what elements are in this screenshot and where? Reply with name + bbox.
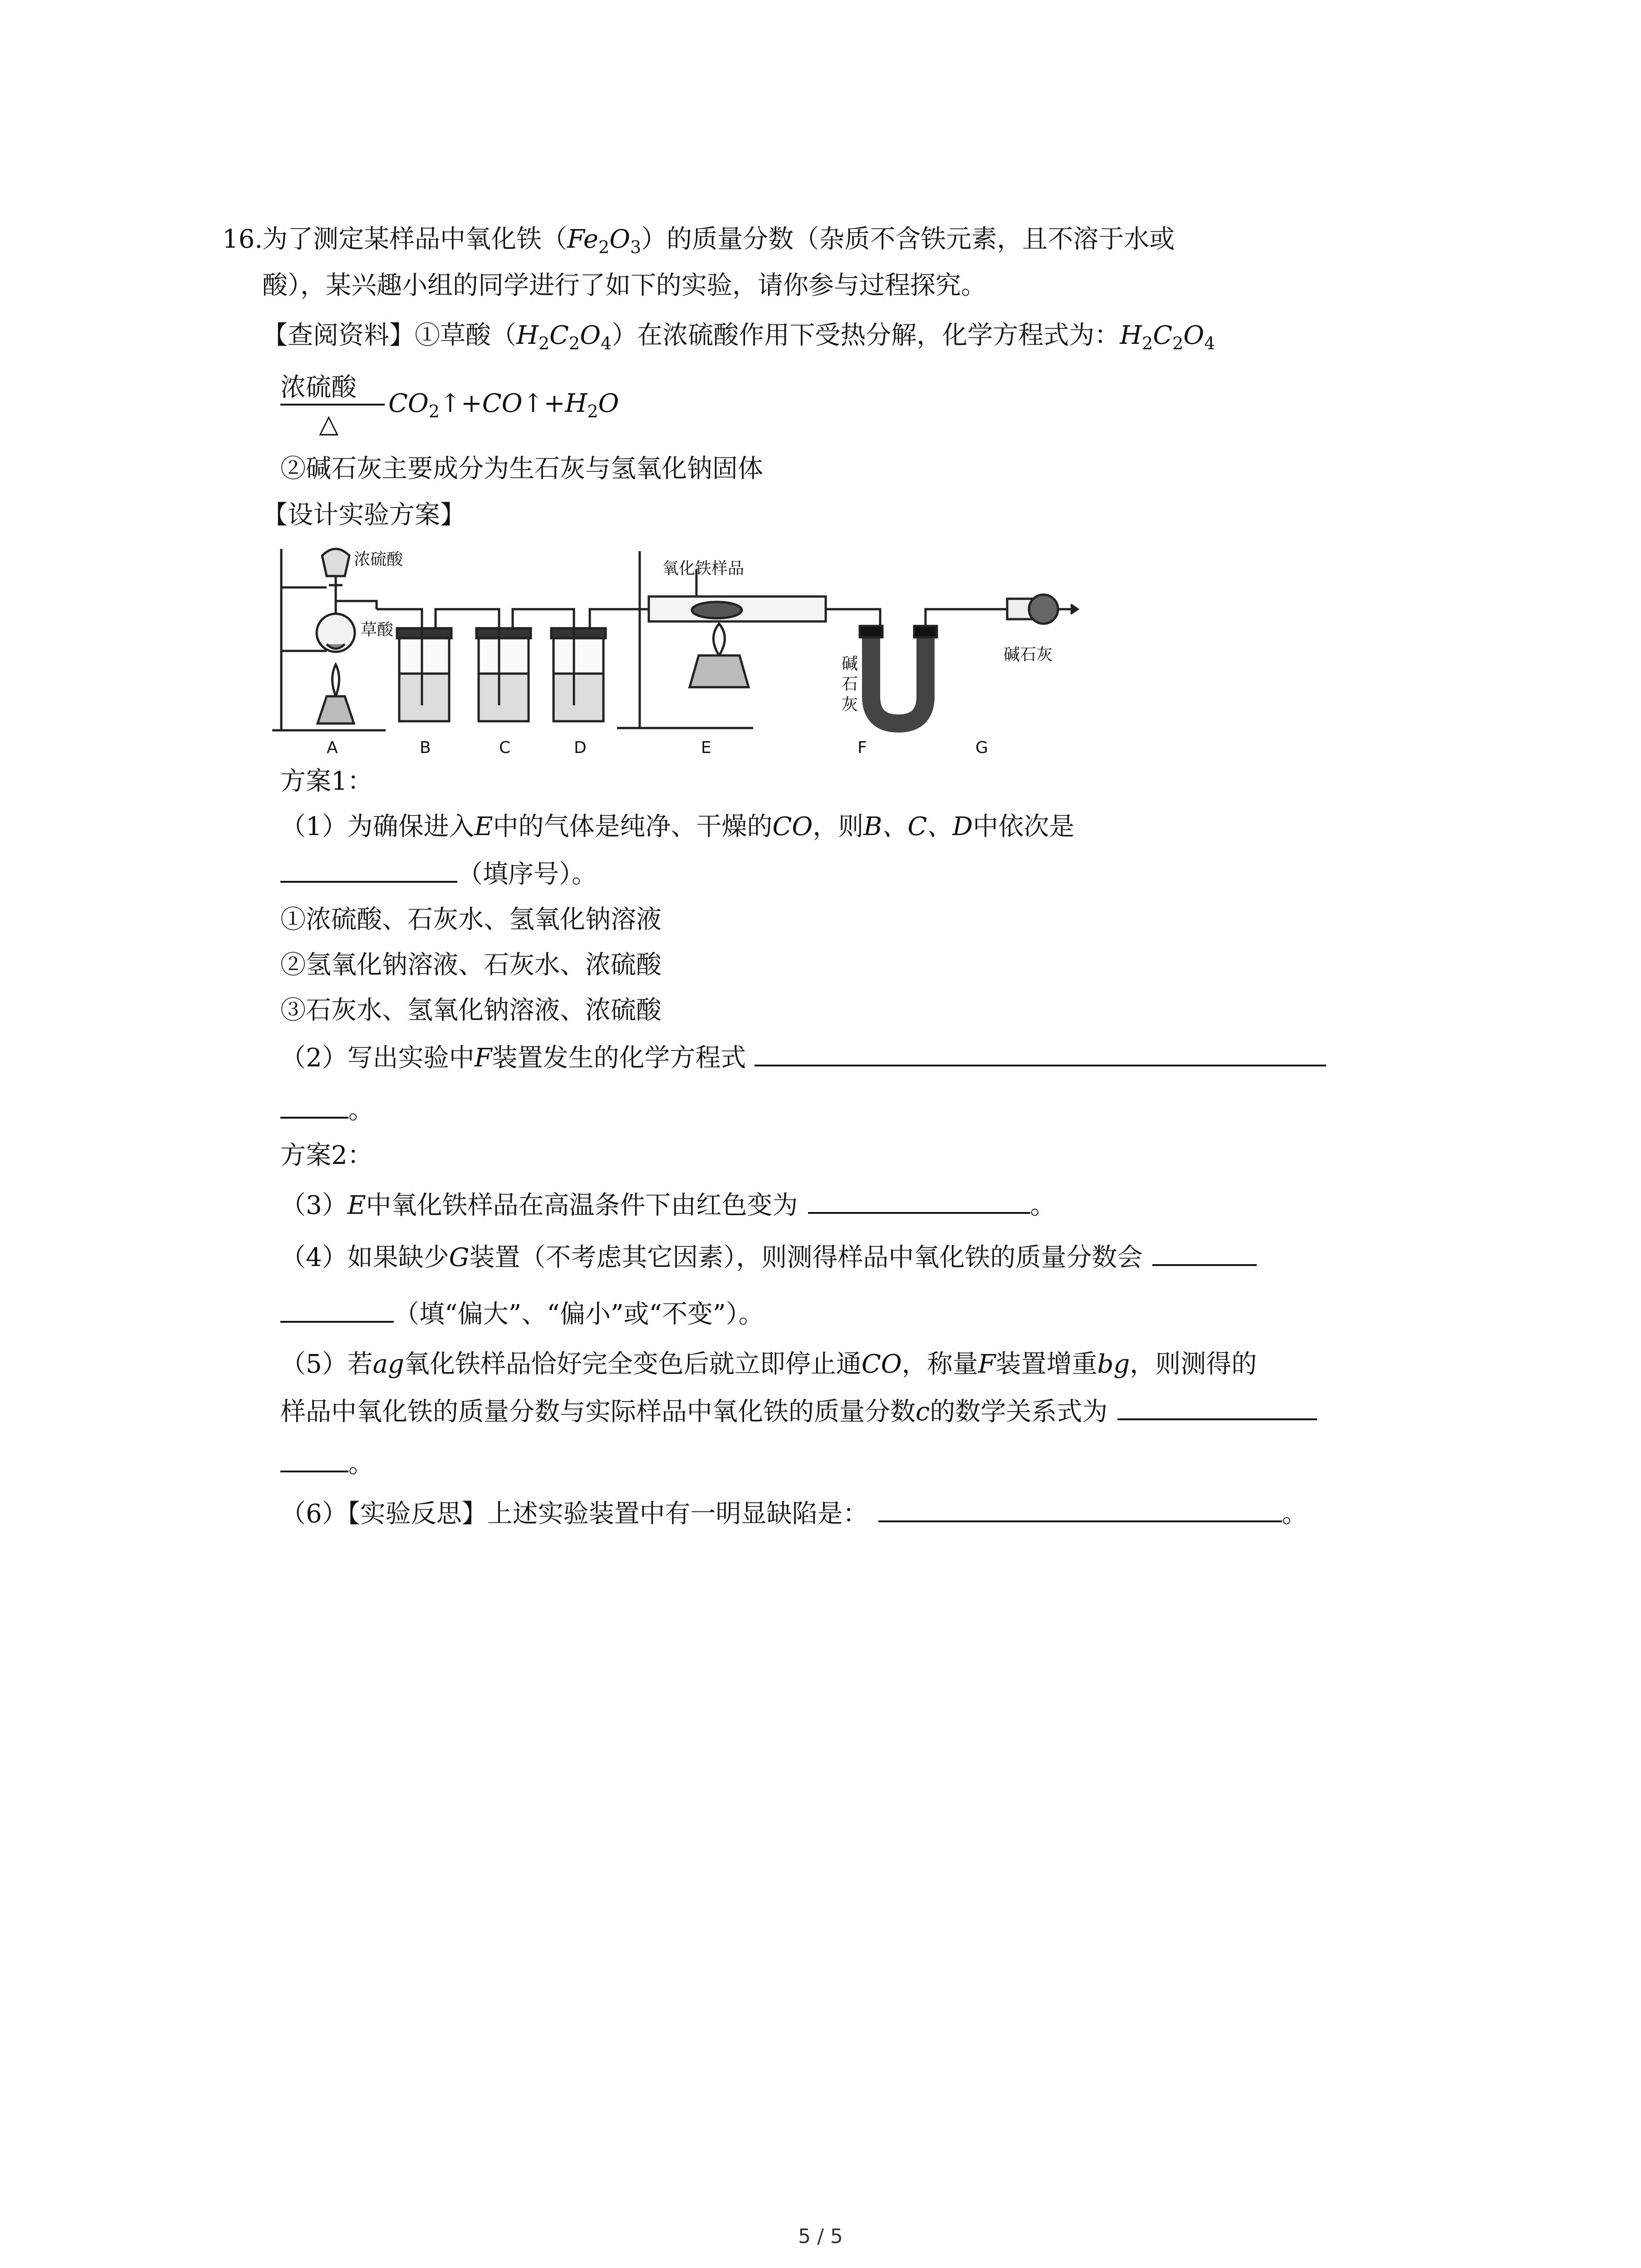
formula-o: O	[1183, 321, 1205, 350]
q5-e: ，则测得的	[1130, 1349, 1257, 1379]
q1-a: （1）为确保进入	[280, 812, 475, 841]
info-mid: ）在浓硫酸作用下受热分解，化学方程式为：	[612, 321, 1120, 350]
q2-a: （2）写出实验中	[280, 1043, 475, 1073]
q5-co: CO	[861, 1349, 902, 1379]
q5-cvar: c	[916, 1397, 930, 1427]
label-soda-f1: 碱	[842, 655, 858, 673]
funnel-a	[322, 549, 349, 576]
formula-sub: 2	[1142, 333, 1153, 353]
q2-f: F	[474, 1043, 492, 1073]
formula-o: O	[580, 321, 601, 350]
q2-end: 。	[348, 1095, 374, 1125]
q1-line2	[280, 862, 597, 887]
q4-line1	[280, 1245, 1257, 1271]
q5-d: 装置增重	[995, 1349, 1097, 1379]
q4-answer-blank[interactable]	[1152, 1246, 1257, 1266]
q5-answer-blank-cont[interactable]	[280, 1452, 348, 1472]
stem-fe: Fe	[567, 225, 598, 254]
formula-sub: 2	[538, 333, 550, 353]
q1-d: 中依次是	[973, 812, 1075, 841]
letter-f: F	[857, 738, 867, 757]
q5-line2b: 的数学关系式为	[930, 1397, 1108, 1427]
q5-f: F	[978, 1349, 996, 1379]
info-item2: ②碱石灰主要成分为生石灰与氢氧化钠固体	[280, 454, 763, 484]
apparatus-diagram	[272, 542, 1080, 769]
q4-b: 装置（不考虑其它因素），则测得样品中氧化铁的质量分数会	[469, 1243, 1143, 1272]
product-h2o-o: O	[598, 389, 619, 418]
drying-bulb-g	[1029, 595, 1058, 624]
q3-answer-blank[interactable]	[808, 1194, 1030, 1214]
formula-sub: 2	[428, 401, 440, 421]
q1-b: 中的气体是纯净、干燥的	[493, 812, 773, 841]
q6-answer-blank[interactable]	[878, 1502, 1282, 1522]
letter-b: B	[420, 738, 431, 757]
option-2: ②氢氧化钠溶液、石灰水、浓硫酸	[280, 950, 661, 980]
q1-co: CO	[772, 812, 813, 841]
q2-b: 装置发生的化学方程式	[492, 1043, 746, 1073]
q3-e: E	[347, 1191, 366, 1220]
q1-c: ，则	[813, 812, 864, 841]
letter-c: C	[499, 738, 511, 757]
plan1-title: 方案1：	[280, 767, 373, 796]
letter-a: A	[327, 738, 338, 757]
letter-g: G	[975, 738, 988, 757]
info-line1	[262, 321, 1215, 353]
q3-a: （3）	[280, 1191, 348, 1220]
option-1: ①浓硫酸、石灰水、氢氧化钠溶液	[280, 905, 661, 934]
lamp-e	[690, 655, 749, 687]
reaction-products	[388, 389, 619, 421]
tube-fg	[926, 609, 1007, 626]
formula-c: C	[549, 321, 569, 350]
sample-e	[692, 602, 742, 618]
product-h2o-h: H	[565, 389, 588, 418]
question-stem-line1	[262, 225, 1175, 257]
q6-end: 。	[1282, 1499, 1308, 1529]
condition-bottom: △	[319, 409, 339, 439]
q4-a: （4）如果缺少	[280, 1243, 449, 1272]
u-tube-f	[871, 633, 926, 723]
lamp-a	[318, 696, 354, 723]
formula-sub: 2	[1172, 333, 1184, 353]
condition-bar	[280, 404, 385, 406]
tubes-bcd	[422, 609, 667, 705]
q4-g: G	[449, 1243, 470, 1272]
label-soda-f2: 石	[842, 675, 858, 694]
letter-e: E	[701, 738, 711, 757]
q5-end: 。	[348, 1449, 374, 1479]
q3-b: 中氧化铁样品在高温条件下由红色变为	[366, 1191, 798, 1220]
q6-a: （6）【实验反思】上述实验装置中有一明显缺陷是：	[280, 1499, 868, 1529]
q4-line2	[280, 1302, 764, 1327]
formula-sub: 4	[1204, 333, 1215, 353]
q1-answer-blank[interactable]	[280, 863, 457, 883]
arrow-up: ↑+	[439, 389, 482, 418]
q2-answer-blank[interactable]	[754, 1046, 1326, 1066]
q5-b: 氧化铁样品恰好完全变色后就立即停止通	[404, 1349, 862, 1379]
q1-e: E	[474, 812, 493, 841]
stem-text-a: 为了测定某样品中氧化铁（	[262, 225, 567, 254]
question-number: 16.	[222, 225, 263, 254]
q5-answer-blank[interactable]	[1117, 1400, 1317, 1420]
q1-fill: （填序号）。	[457, 860, 597, 889]
q5-line2a: 样品中氧化铁的质量分数与实际样品中氧化铁的质量分数	[280, 1397, 916, 1427]
q5-line3	[280, 1449, 374, 1479]
stem-sub-3: 3	[630, 237, 642, 257]
q5-a: （5）若	[280, 1349, 373, 1379]
product-co: CO	[482, 389, 523, 418]
arrow-up: ↑+	[522, 389, 565, 418]
option-3: ③石灰水、氢氧化钠溶液、浓硫酸	[280, 996, 661, 1025]
label-soda-g: 碱石灰	[1004, 645, 1053, 664]
label-sample: 氧化铁样品	[662, 559, 745, 578]
q4-answer-blank-cont[interactable]	[280, 1303, 394, 1323]
q3-line	[280, 1193, 1056, 1218]
q6-line	[280, 1501, 1308, 1527]
q5-line2	[280, 1399, 1317, 1425]
q5-ag: ag	[372, 1349, 404, 1379]
stem-sub-2: 2	[598, 237, 610, 257]
formula-sub: 4	[601, 333, 612, 353]
letter-d: D	[574, 738, 587, 757]
design-heading: 【设计实验方案】	[262, 500, 465, 530]
formula-c: C	[1153, 321, 1173, 350]
info-heading: 【查阅资料】①草酸（	[262, 321, 516, 350]
formula-sub: 2	[587, 401, 598, 421]
formula-h: H	[1120, 321, 1142, 350]
formula-h: H	[516, 321, 539, 350]
product-co2: CO	[388, 389, 429, 418]
stem-o: O	[609, 225, 631, 254]
q5-bg: bg	[1097, 1349, 1130, 1379]
label-soda-f3: 灰	[842, 695, 858, 714]
q2-answer-blank-cont[interactable]	[280, 1099, 348, 1119]
page-number: 5 / 5	[798, 2225, 843, 2248]
q2-line1	[280, 1043, 1326, 1073]
q3-end: 。	[1030, 1191, 1056, 1220]
q1-line1	[280, 814, 1074, 840]
question-stem-line2: 酸），某兴趣小组的同学进行了如下的实验，请你参与过程探究。	[262, 271, 986, 300]
q5-c: ，称量	[901, 1349, 978, 1379]
q2-line2	[280, 1095, 374, 1125]
plan2-title: 方案2：	[280, 1141, 373, 1170]
formula-sub: 2	[568, 333, 580, 353]
label-conc-acid: 浓硫酸	[354, 550, 403, 569]
q4-c: （填“偏大”、“偏小”或“不变”）。	[394, 1300, 764, 1329]
q1-bcd: B、C、D	[863, 812, 973, 841]
q5-line1	[280, 1349, 1257, 1379]
label-oxalic: 草酸	[361, 621, 394, 639]
stem-text-b: ）的质量分数（杂质不含铁元素，且不溶于水或	[641, 225, 1175, 254]
condition-top: 浓硫酸	[280, 373, 357, 402]
